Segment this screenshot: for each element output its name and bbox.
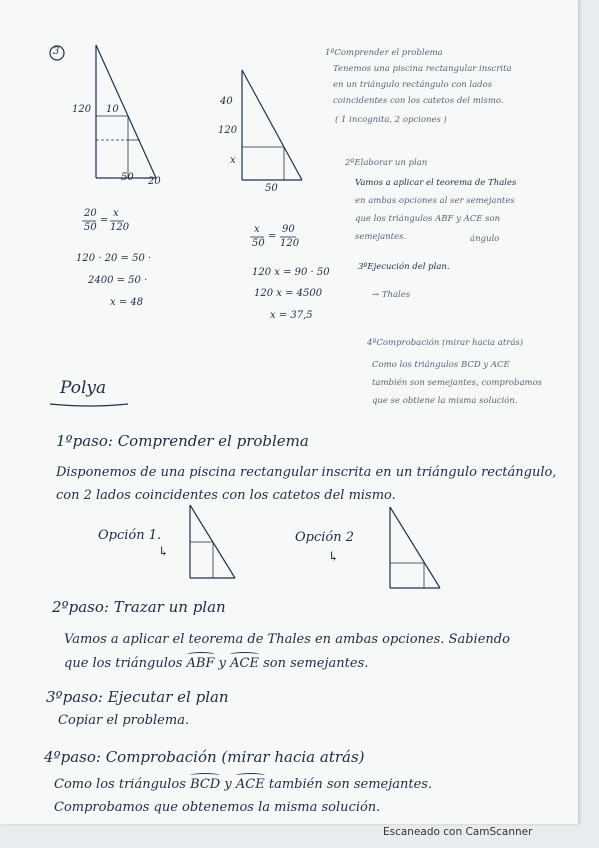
triangle-ace: ACE (230, 656, 259, 671)
mid-calc-line: 120 x = 90 · 50 (252, 267, 330, 278)
step3-heading (46, 688, 229, 706)
frac2-num: x (254, 224, 260, 235)
polya-title: Polya (60, 378, 107, 398)
mid-calc-line: 120 x = 4500 (254, 288, 323, 299)
step4-label: 4ºpaso (44, 748, 96, 766)
right-step4-line: que se obtiene la misma solución. (372, 396, 518, 406)
right-step2-line: en ambas opciones al ser semejantes (355, 196, 515, 206)
step2-label: 2ºpaso (52, 598, 104, 616)
right-step2-title: 2ºElaborar un plan (345, 158, 428, 168)
frac1-den2: 120 (110, 222, 130, 233)
problem-number: 3 (53, 46, 60, 57)
step3-title: : Ejecutar el plan (97, 688, 229, 706)
fig2-label-x: x (230, 155, 236, 166)
option-1-arrow: ↳ (158, 545, 169, 560)
option-1-label: Opción 1. (98, 528, 162, 543)
right-step4-title: 4ºComprobación (mirar hacia atrás) (367, 338, 524, 348)
conjunction-y: y (218, 656, 226, 671)
frac2-num2: 90 (282, 224, 295, 235)
right-step2-note: ángulo (470, 234, 500, 244)
fig2-label-40: 40 (220, 96, 233, 107)
right-step1-line: en un triángulo rectángulo con lados (333, 80, 493, 90)
fig2-label-50: 50 (265, 183, 278, 194)
right-step3-line: → Thales (372, 290, 411, 300)
frac1-num2: x (113, 208, 119, 219)
step2-title: : Trazar un plan (103, 598, 226, 616)
step2-line: Vamos a aplicar el teorema de Thales en ambas opciones. Sabiendo (64, 632, 510, 647)
right-step4-line: Como los triángulos BCD y ACE (372, 360, 510, 370)
step1-line: con 2 lados coincidentes con los catetos del mismo. (56, 488, 396, 503)
left-calc-line: x = 48 (110, 297, 144, 308)
right-step2-line: que los triángulos ABF y ACE son (355, 214, 501, 224)
fig1-label-50: 50 (121, 172, 134, 183)
right-step1-title: 1ºComprender el problema (325, 48, 443, 58)
frac2-den: 50 (252, 238, 265, 249)
step4-heading (44, 748, 365, 766)
right-step3-title: 3ºEjecución del plan. (358, 262, 450, 272)
mid-calc-line: x = 37,5 (270, 310, 313, 321)
conjunction-y: y (224, 777, 232, 792)
triangle-bcd: BCD (190, 777, 221, 792)
step4-line-1 (54, 777, 432, 792)
camscanner-watermark: Escaneado con CamScanner (383, 826, 533, 838)
frac1-den: 50 (84, 222, 97, 233)
triangle-ace-2: ACE (235, 777, 265, 792)
step1-heading (56, 432, 309, 450)
frac1-eq: = (100, 215, 109, 226)
step2-heading (52, 598, 226, 616)
frac1-num: 20 (84, 208, 97, 219)
step1-title: : Comprender el problema (107, 432, 309, 450)
step2-line: que los triángulos (64, 656, 183, 671)
step2-tail: son semejantes. (263, 656, 369, 671)
option-1-figure (190, 505, 235, 578)
step4-line: Comprobamos que obtenemos la misma solución. (54, 800, 381, 815)
frac2-den2: 120 (280, 238, 300, 249)
option-2-arrow: ↳ (328, 550, 339, 565)
fig1-label-20: 20 (148, 176, 161, 187)
step3-label: 3ºpaso (46, 688, 98, 706)
right-step2-line: Vamos a aplicar el teorema de Thales (355, 178, 517, 188)
step3-line: Copiar el problema. (58, 713, 190, 728)
triangle-figure-1 (96, 45, 156, 178)
fig1-label-10: 10 (106, 104, 119, 115)
option-2-label: Opción 2 (295, 530, 355, 545)
right-step4-line: también son semejantes, comprobamos (372, 378, 543, 388)
step1-label: 1ºpaso (56, 432, 108, 450)
triangle-abf: ABF (186, 656, 215, 671)
option-2-figure (390, 507, 440, 588)
step4-line-tail: también son semejantes. (268, 777, 433, 792)
right-step1-line: ( 1 incognita, 2 opciones ) (335, 115, 447, 125)
step1-line: Disponemos de una piscina rectangular inscrita en un triángulo rectángulo, (56, 465, 557, 480)
left-calc-line: 2400 = 50 · (88, 275, 148, 286)
right-step2-line: semejantes. (355, 232, 407, 242)
right-step1-line: coincidentes con los catetos del mismo. (333, 96, 504, 106)
frac2-eq: = (268, 231, 277, 242)
fig1-label-120: 120 (72, 104, 92, 115)
step4-line: Como los triángulos (54, 777, 186, 792)
left-calc-line: 120 · 20 = 50 · (76, 253, 152, 264)
fig2-label-120: 120 (218, 125, 238, 136)
right-step1-line: Tenemos una piscina rectangular inscrita (333, 64, 512, 74)
triangle-figure-2 (242, 70, 302, 180)
step4-title: : Comprobación (mirar hacia atrás) (95, 748, 365, 766)
step2-line-2 (64, 656, 368, 671)
